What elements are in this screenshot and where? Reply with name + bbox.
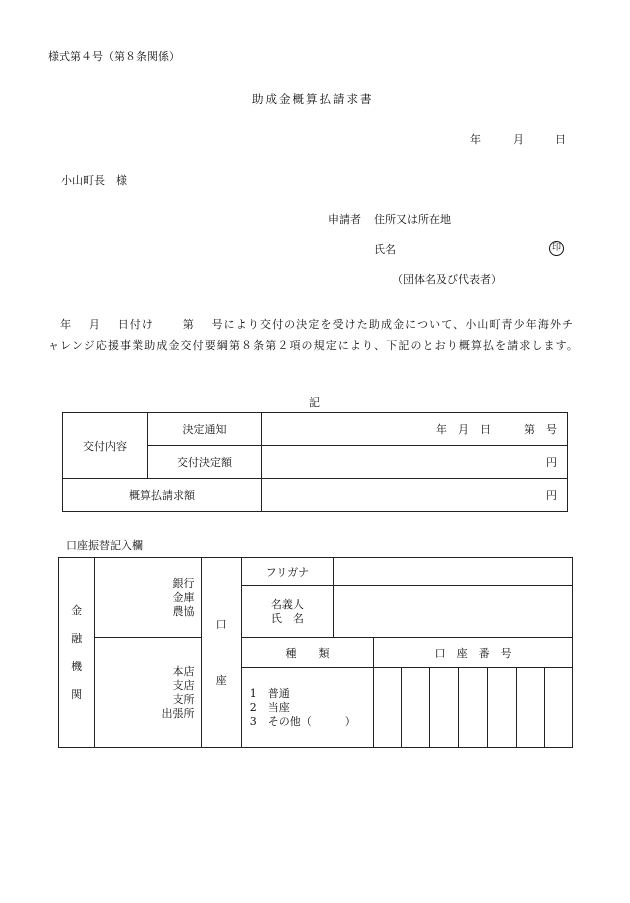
address-label: 住所又は所在地	[374, 213, 451, 226]
ki-heading: 記	[309, 396, 320, 409]
form-number: 様式第４号（第８条関係）	[48, 50, 180, 63]
applicant-label: 申請者	[328, 213, 361, 226]
account-number-digit[interactable]	[516, 668, 544, 748]
decision-notice-label: 決定通知	[148, 413, 262, 446]
addressee: 小山町長 様	[61, 174, 127, 187]
request-amount-label: 概算払請求額	[63, 479, 262, 512]
furigana-field[interactable]	[334, 558, 573, 586]
account-number-digit[interactable]	[402, 668, 430, 748]
account-type-options[interactable]: 1 普通 2 当座 3 その他（ ）	[241, 668, 374, 748]
bank-name-field[interactable]: 銀行 金庫 農協	[95, 558, 201, 638]
account-number-digit[interactable]	[374, 668, 402, 748]
name-label: 氏名	[374, 243, 396, 256]
group-note: （団体名及び代表者）	[392, 273, 502, 286]
grant-table	[62, 412, 568, 512]
account-type-header: 種 類	[241, 638, 374, 668]
transfer-section-title: 口座振替記入欄	[66, 539, 143, 552]
decision-amount-field[interactable]: 円	[262, 446, 568, 479]
decision-amount-label: 交付決定額	[148, 446, 262, 479]
decision-date-field[interactable]: 年 月 日 第 号	[262, 413, 568, 446]
date-day: 日	[555, 133, 566, 146]
bank-transfer-table	[58, 557, 573, 748]
seal-mark: 印	[549, 241, 564, 256]
account-number-digit[interactable]	[430, 668, 458, 748]
account-number-digit[interactable]	[458, 668, 487, 748]
branch-name-field[interactable]: 本店 支店 支所 出張所	[95, 638, 201, 748]
financial-institution-label: 金 融 機 関	[59, 558, 95, 748]
account-number-digit[interactable]	[544, 668, 572, 748]
account-label: 口 座	[201, 558, 241, 748]
account-holder-label: 名義人 氏 名	[241, 586, 333, 638]
date-month: 月	[513, 133, 524, 146]
furigana-label: フリガナ	[241, 558, 333, 586]
request-amount-field[interactable]: 円	[262, 479, 568, 512]
date-year: 年	[470, 133, 481, 146]
account-holder-field[interactable]	[334, 586, 573, 638]
account-number-header: 口 座 番 号	[374, 638, 573, 668]
grant-content-label: 交付内容	[63, 413, 148, 479]
account-number-digit[interactable]	[487, 668, 516, 748]
request-paragraph: 年 月 日付け 第 号により交付の決定を受けた助成金について、小山町青少年海外チャレンジ応援事業助成金交付要綱第８条第２項の規定により、下記のとおり概算払を請求します。	[48, 318, 579, 352]
document-title: 助成金概算払請求書	[252, 92, 374, 106]
